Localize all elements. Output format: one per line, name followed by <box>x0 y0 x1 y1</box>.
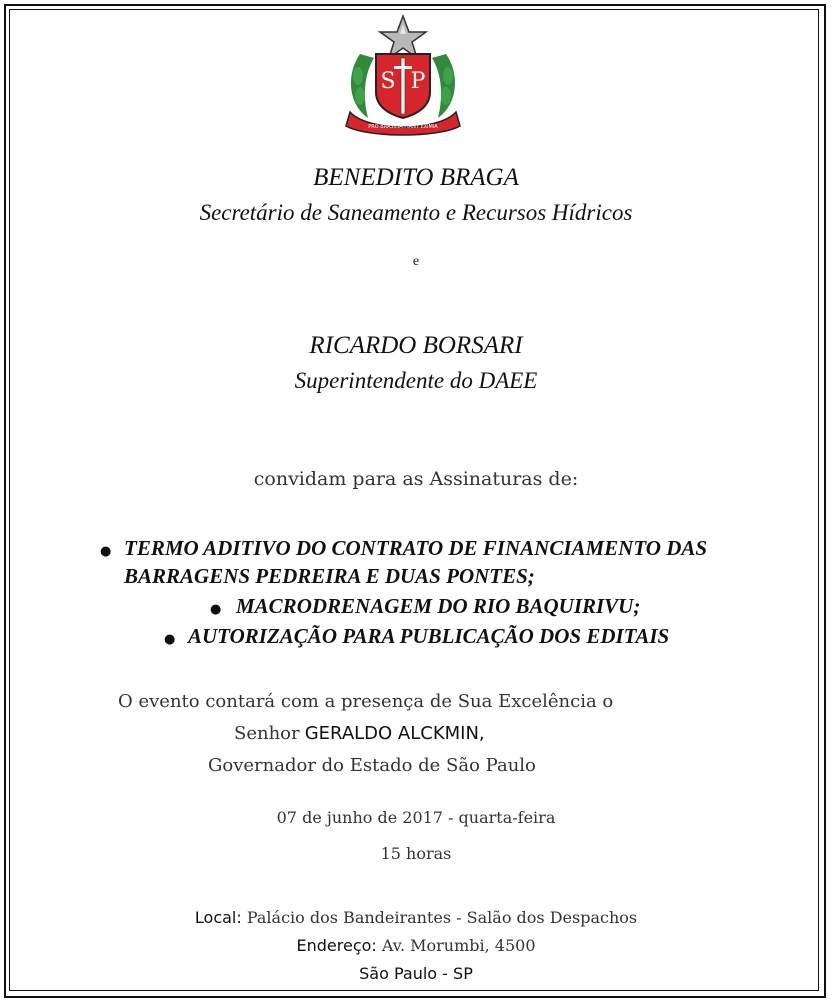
address-line <box>0 936 832 955</box>
governor-name: GERALDO ALCKMIN, <box>304 723 485 744</box>
city-state: São Paulo - SP <box>359 964 473 983</box>
location-line <box>0 908 832 927</box>
signing-item-1-line-2: BARRAGENS PEDREIRA E DUAS PONTES; <box>124 564 535 588</box>
bullet-icon: ● <box>100 544 112 559</box>
signing-item-2: MACRODRENAGEM DO RIO BAQUIRIVU; <box>236 594 641 618</box>
emblem-letter-p: P <box>410 69 426 94</box>
signing-item-1-line-1: TERMO ADITIVO DO CONTRATO DE FINANCIAMENTO DAS <box>124 536 708 560</box>
emblem-letter-s: S <box>380 69 396 94</box>
bullet-icon: ● <box>210 602 222 617</box>
host-title-2: Superintendente do DAEE <box>294 368 538 393</box>
presence-line-2 <box>234 723 485 744</box>
governor-prefix: Senhor <box>234 723 300 744</box>
invitation-text: convidam para as Assinaturas de: <box>253 468 579 490</box>
event-time: 15 horas <box>380 844 452 863</box>
sao-paulo-coat-of-arms-emblem <box>338 14 468 140</box>
location-value: Palácio dos Bandeirantes - Salão dos Despachos <box>246 908 638 927</box>
event-date: 07 de junho de 2017 - quarta-feira <box>276 808 556 827</box>
presence-line-1: O evento contará com a presença de Sua Excelência o <box>118 691 614 712</box>
emblem-ribbon-motto: PRO BRASILIA FIANT EXIMIA <box>368 124 438 130</box>
address-label: Endereço: <box>296 936 377 955</box>
signing-item-3: AUTORIZAÇÃO PARA PUBLICAÇÃO DOS EDITAIS <box>188 624 670 648</box>
address-value: Av. Morumbi, 4500 <box>381 936 536 955</box>
host-name-1: BENEDITO BRAGA <box>313 164 519 191</box>
location-label: Local: <box>194 908 242 927</box>
bullet-icon: ● <box>164 632 176 647</box>
host-title-1: Secretário de Saneamento e Recursos Hídricos <box>199 200 633 225</box>
host-name-2: RICARDO BORSARI <box>309 332 523 359</box>
governor-role: Governador do Estado de São Paulo <box>208 755 536 776</box>
city-line <box>0 964 832 983</box>
conjunction: e <box>412 254 420 269</box>
